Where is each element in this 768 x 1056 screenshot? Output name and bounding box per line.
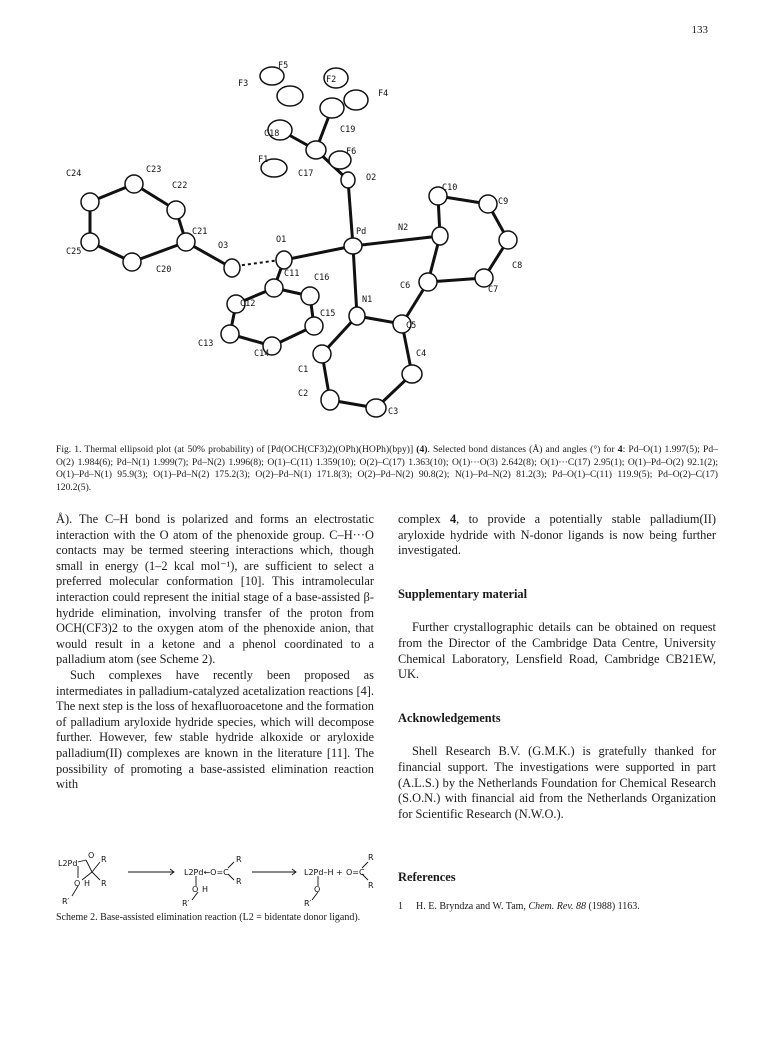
reference-volume: 88 bbox=[576, 901, 587, 912]
atom-label: C11 bbox=[284, 269, 300, 279]
scheme-label: R bbox=[101, 855, 107, 864]
scheme-label: H bbox=[202, 885, 209, 894]
atom-label: F6 bbox=[346, 147, 357, 157]
scheme-2-drawing bbox=[56, 848, 374, 908]
reference-item bbox=[398, 901, 716, 914]
reference-authors: H. E. Bryndza and W. Tam, bbox=[416, 901, 529, 912]
right-column bbox=[398, 512, 716, 822]
reference-text bbox=[416, 901, 716, 914]
atom-label: C9 bbox=[498, 197, 509, 207]
atom-label: C17 bbox=[298, 169, 314, 179]
references-section bbox=[398, 870, 716, 914]
scheme-label: O bbox=[74, 879, 81, 888]
figure-caption bbox=[56, 444, 718, 494]
atom-label: C4 bbox=[416, 349, 427, 359]
caption-compound2: 4 bbox=[617, 444, 623, 455]
caption-lead: Fig. 1. Thermal ellipsoid plot (at 50% probability) of [Pd(OCH(CF3)2)(OPh)(HOPh)(bpy)] bbox=[56, 444, 414, 455]
atom-label: C14 bbox=[254, 349, 270, 359]
atom-label: C15 bbox=[320, 309, 336, 319]
scheme-label: R′ bbox=[182, 899, 190, 908]
section-heading-acknowledgements: Acknowledgements bbox=[398, 710, 501, 725]
atom-label: F3 bbox=[238, 79, 249, 89]
scheme-caption: Scheme 2. Base-assisted elimination reaction (L2 = bidentate donor ligand). bbox=[56, 912, 361, 923]
scheme-label: L2Pd bbox=[58, 859, 78, 868]
atom-label: C24 bbox=[66, 169, 82, 179]
atom-label: C6 bbox=[400, 281, 411, 291]
scheme-label: O bbox=[314, 885, 321, 894]
atom-label: C12 bbox=[240, 299, 256, 309]
atom-label: C22 bbox=[172, 181, 188, 191]
atom-label: C5 bbox=[406, 321, 417, 331]
scheme-label: R′ bbox=[62, 897, 70, 906]
atom-label: C1 bbox=[298, 365, 309, 375]
atom-label: C13 bbox=[198, 339, 214, 349]
atom-label: C25 bbox=[66, 247, 82, 257]
reference-year-pages: (1988) 1163. bbox=[586, 901, 640, 912]
atom-label: C8 bbox=[512, 261, 523, 271]
scheme-label: R′ bbox=[304, 899, 312, 908]
paragraph: Such complexes have recently been proposed as intermediates in palladium-catalyzed acetalization reactions [4]. The next step is the loss of hexafluoroacetone and the formation of palladium aryloxide hydride species, which will decompose further. However, few stable hydride alkoxide or aryloxide palladium(II) complexes are known in the literature [11]. The possibility of promoting a base-assisted elimination reaction with bbox=[56, 667, 374, 792]
text-span: , to provide a potentially stable palladium(II) aryloxide hydride with N-donor ligands is now being further investigated. bbox=[398, 512, 716, 558]
atom-label: C20 bbox=[156, 265, 172, 275]
atom-label: C16 bbox=[314, 273, 330, 283]
atom-label: O2 bbox=[366, 173, 377, 183]
caption-values: : Pd–O(1) 1.997(5); Pd–O(2) 1.984(6); Pd–N(1) 1.999(7); Pd–N(2) 1.996(8); O(1)–C(11) 1.359(10); O(2)–C(17) 1.363(10); O(1)···O(3) 2.642(8); O(1)···C(17) 2.95(1); O(1)–Pd–O(2) 92.1(2); O(1)–Pd–N(1) 95.9(3); O(1)–Pd–N(2) 175.2(3); O(2)–Pd–N(1) 171.8(3); O(2)–Pd–N(2) 90.8(2); N(1)–Pd–N(2) 81.2(3); Pd–O(1)–C(11) 119.9(5); Pd–O(2)–C(17) 120.2(5). bbox=[56, 444, 718, 493]
section-heading-supplementary: Supplementary material bbox=[398, 586, 528, 601]
atom-label: F1 bbox=[258, 155, 269, 165]
atom-label: C3 bbox=[388, 407, 399, 417]
atom-label: C23 bbox=[146, 165, 162, 175]
scheme-label: O=C bbox=[346, 868, 365, 877]
caption-body: . Selected bond distances (Å) and angles (°) for bbox=[427, 444, 618, 455]
atom-label: F2 bbox=[326, 75, 337, 85]
paragraph: Shell Research B.V. (G.M.K.) is gratefully thanked for financial support. The investigations were supported in part (A.L.S.) by the Netherlands Foundation for Chemical Research (S.O.N.) with financial aid from the Netherlands Organization for Scientific Research (N.W.O.). bbox=[398, 744, 716, 821]
scheme-label: L2Pd–H bbox=[304, 868, 334, 877]
scheme-label: L2Pd←O=C bbox=[184, 868, 229, 877]
compound-number: 4 bbox=[449, 512, 457, 526]
reference-number: 1 bbox=[398, 901, 403, 912]
atom-label: N2 bbox=[398, 223, 409, 233]
atom-label: C18 bbox=[264, 129, 280, 139]
scheme-label: + bbox=[336, 868, 343, 877]
left-column bbox=[56, 512, 374, 793]
scheme-label: R bbox=[368, 881, 374, 890]
page-number: 133 bbox=[691, 24, 708, 36]
scheme-label: O bbox=[88, 851, 95, 860]
scheme-label: R bbox=[368, 853, 374, 862]
atom-label: C2 bbox=[298, 389, 309, 399]
atom-label: C7 bbox=[488, 285, 499, 295]
text-span: complex bbox=[398, 512, 450, 526]
scheme-label: R bbox=[101, 879, 107, 888]
atom-label: C19 bbox=[340, 125, 356, 135]
scheme-label: H bbox=[84, 879, 91, 888]
atom-label: O1 bbox=[276, 235, 287, 245]
atom-label: C10 bbox=[442, 183, 458, 193]
ellipsoid-plot bbox=[40, 56, 730, 446]
atom-label: Pd bbox=[356, 227, 367, 237]
paragraph bbox=[398, 512, 716, 559]
atom-label: O3 bbox=[218, 241, 229, 251]
reference-journal: Chem. Rev. bbox=[528, 901, 574, 912]
atom-label: F4 bbox=[378, 89, 389, 99]
scheme-label: R bbox=[236, 877, 242, 886]
scheme-label: R bbox=[236, 855, 242, 864]
caption-compound: (4) bbox=[416, 444, 428, 455]
atom-label: F5 bbox=[278, 61, 289, 71]
atom-label: C21 bbox=[192, 227, 208, 237]
paragraph: Å). The C–H bond is polarized and forms an electrostatic interaction with the O atom of the phenoxide group. C–H···O contacts may be termed steering interactions which, though small in energy (1–2 kcal mol⁻¹), are sufficient to select a preferred molecular conformation [10]. This intramolecular interaction could represent the initial stage of a base-assisted β-hydride elimination, involving transfer of the proton from OCH(CF3)2 to the oxygen atom of the phenoxide anion, that would result in a ketone and a phenol coordinated to a palladium atom (see Scheme 2). bbox=[56, 512, 374, 667]
section-heading-references: References bbox=[398, 870, 456, 884]
scheme-label: O bbox=[192, 885, 199, 894]
paragraph: Further crystallographic details can be obtained on request from the Director of the Cambridge Data Centre, University Chemical Laboratory, Lensfield Road, Cambridge CB21EW, UK. bbox=[398, 620, 716, 682]
thermal-ellipsoid-figure bbox=[40, 56, 730, 446]
atom-label: N1 bbox=[362, 295, 373, 305]
scheme-2 bbox=[56, 848, 374, 908]
